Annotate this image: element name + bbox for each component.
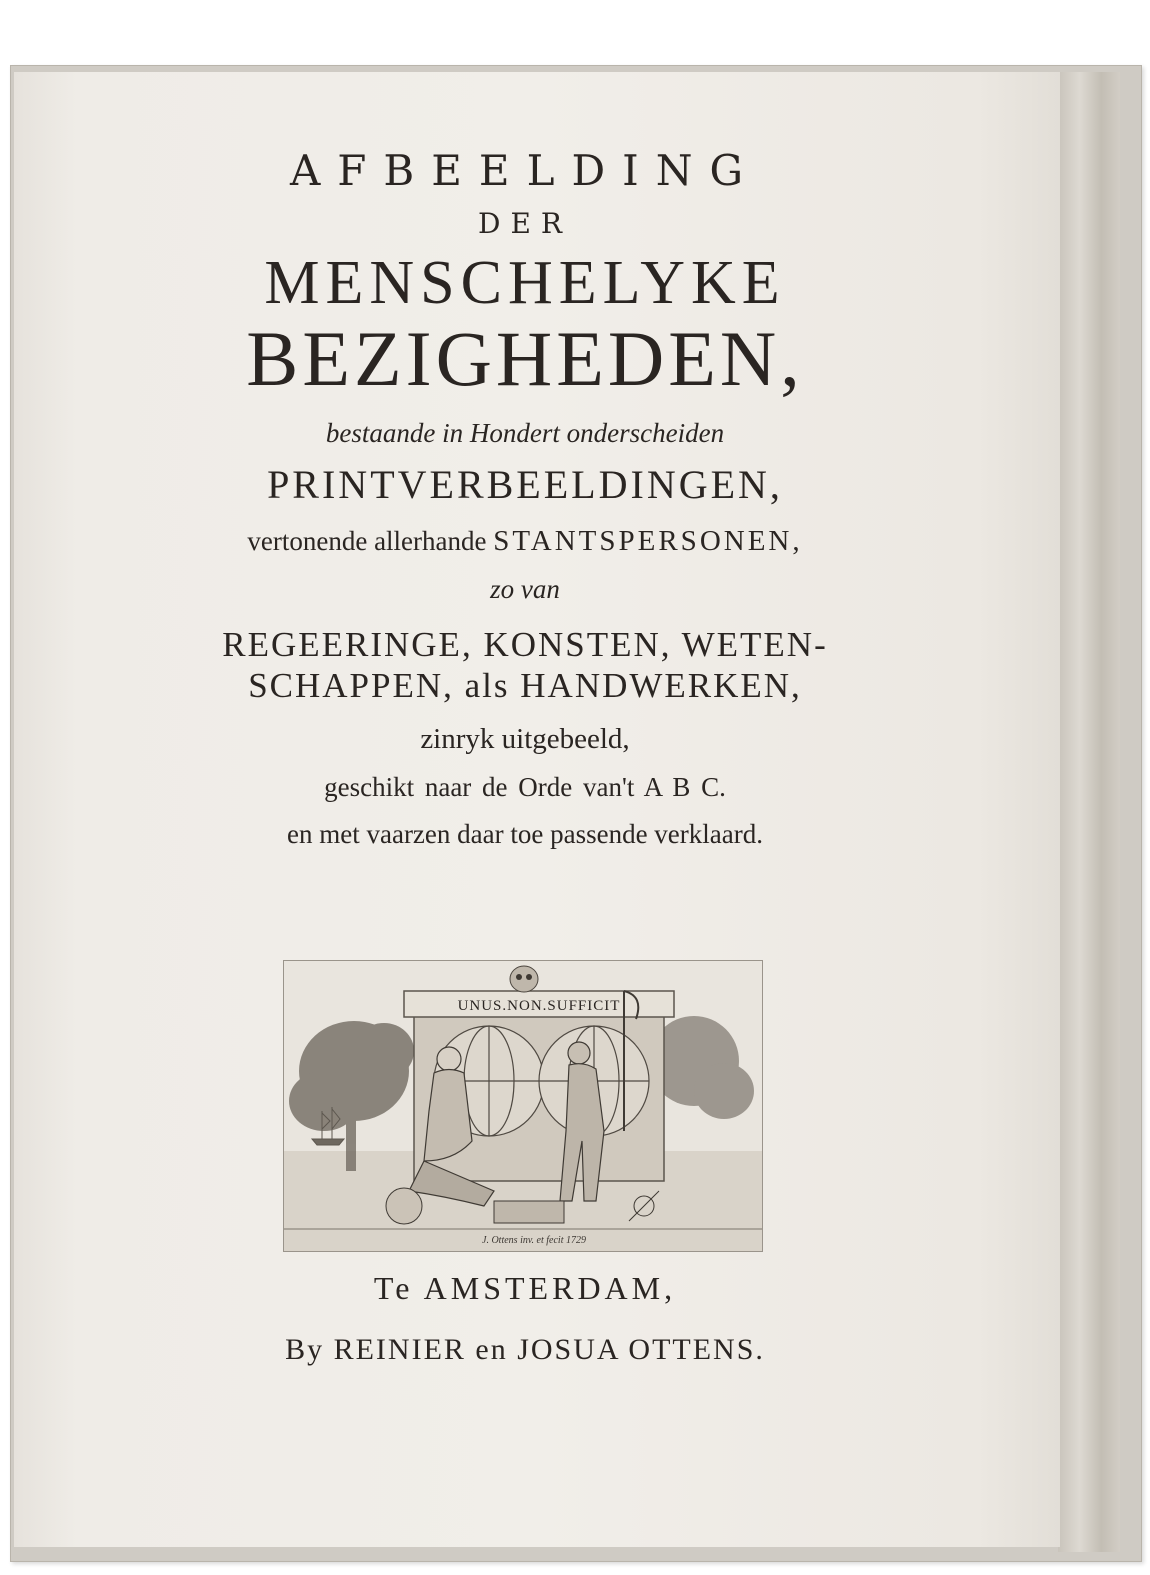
imprint-place: Te AMSTERDAM,	[373, 1270, 677, 1306]
subtitle-bestaande: bestaande in Hondert onderscheiden	[325, 418, 725, 448]
subtitle-vertonende	[110, 527, 940, 556]
title-line-schappen: SCHAPPEN, als HANDWERKEN,	[248, 666, 802, 705]
engraved-vignette	[283, 960, 763, 1252]
imprint-publisher: By REINIER en JOSUA OTTENS.	[285, 1333, 765, 1366]
title-line-der: DER	[478, 207, 572, 240]
vignette-engraving	[284, 961, 762, 1251]
title-line-afbeelding: AFBEELDING	[289, 146, 761, 195]
title-line-menschelyke: MENSCHELYKE	[264, 249, 786, 317]
vignette-signature: J. Ottens inv. et fecit 1729	[482, 1235, 586, 1246]
imprint-block	[110, 1270, 940, 1367]
subtitle-stantspersonen: STANTSPERSONEN,	[493, 525, 803, 557]
title-text-block	[110, 140, 940, 848]
subtitle-vaarzen: en met vaarzen daar toe passende verklaard.	[287, 819, 763, 849]
title-line-printverbeeldingen: PRINTVERBEELDINGEN,	[267, 462, 783, 507]
subtitle-vertonende-lower: vertonende allerhande	[247, 526, 487, 556]
book-fore-edge	[1058, 72, 1120, 1552]
subtitle-zinryk: zinryk uitgebeeld,	[420, 723, 630, 755]
title-line-bezigheden: BEZIGHEDEN,	[246, 315, 804, 402]
title-line-regeeringe: REGEERINGE, KONSTEN, WETEN-	[222, 625, 828, 664]
skull-icon	[510, 966, 538, 992]
subtitle-zo-van: zo van	[490, 574, 560, 604]
subtitle-geschikt: geschikt naar de Orde van't A B C.	[324, 772, 726, 802]
vignette-banner: UNUS.NON.SUFFICIT	[457, 998, 621, 1014]
